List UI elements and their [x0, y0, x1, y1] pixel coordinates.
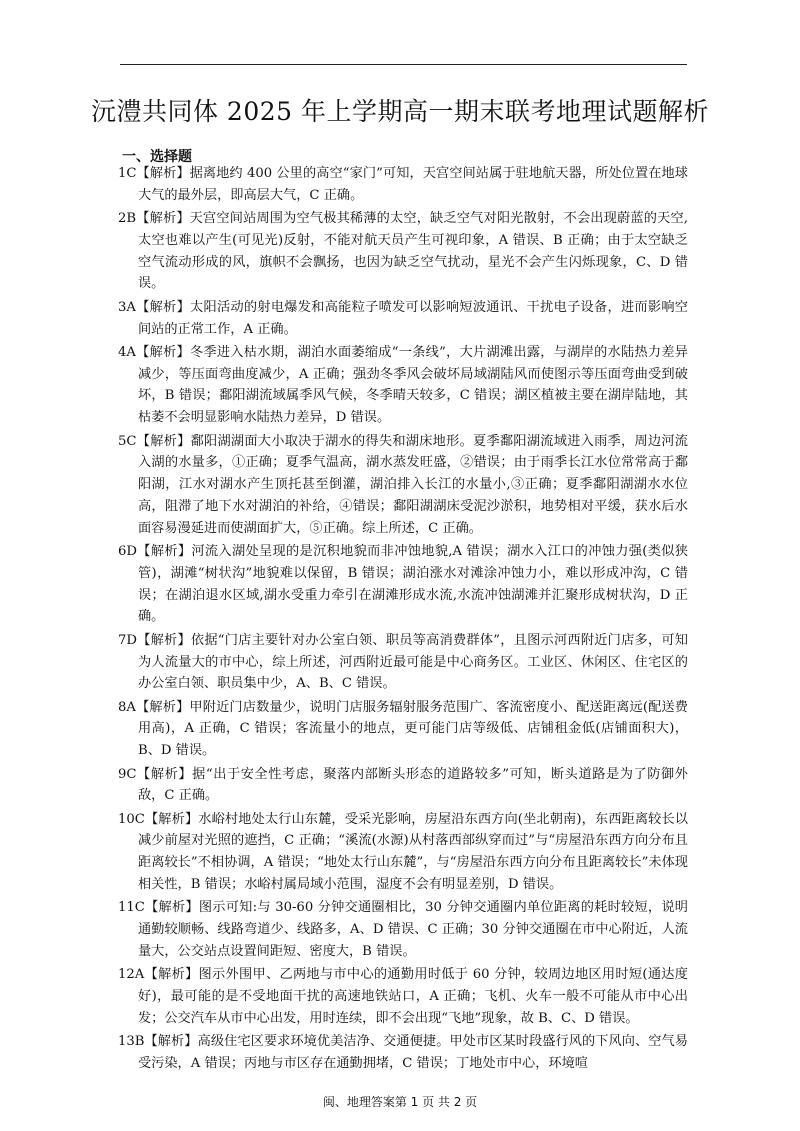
header-rule — [120, 64, 687, 65]
answer-item-10: 10C【解析】水峪村地处太行山东麓，受采光影响，房屋沿东西方向(坐北朝南)，东西距离较长以减少前屋对光照的遮挡，C 正确；“溪流(水源)从村落西部纵穿而过”与“房屋沿东西方向分布且距离较长”不相协调，A 错误；“地处太行山东麓”，与“房屋沿东西方向分布且距离较长”未体现相关性，B 错误；水峪村属局域小范围，湿度不会有明显差别，D 错误。 — [118, 811, 688, 892]
answer-item-8: 8A【解析】甲附近门店数量少，说明门店服务辐射服务范围广、客流密度小、配送距离远(配送费用高)，A 正确，C 错误；客流量小的地点，更可能门店等级低、店铺租金低(店铺面积大)，B、D 错误。 — [118, 699, 688, 759]
section-heading: 一、选择题 — [122, 149, 192, 165]
answer-item-2: 2B【解析】天宫空间站周围为空气极其稀薄的太空，缺乏空气对阳光散射，不会出现蔚蓝的天空,太空也难以产生(可见光)反射，不能对航天员产生可视印象，A 错误、B 正确；由于太空缺乏空气流动形成的风，旗帜不会飘扬，也因为缺乏空气扰动，星光不会产生闪烁现象，C、D 错误。 — [118, 211, 688, 292]
answer-item-6: 6D【解析】河流入湖处呈现的是沉积地貌而非冲蚀地貌,A 错误；湖水入江口的冲蚀力强(类似狭管)，湖滩“树状沟”地貌难以保留，B 错误；湖泊涨水对滩涂冲蚀力小，难以形成冲沟，C 错误；在湖泊退水区域,湖水受重力牵引在湖滩形成水流,水流冲蚀湖滩并汇聚形成树状沟，D 正确。 — [118, 544, 688, 625]
answer-list — [118, 163, 688, 1076]
answer-item-12: 12A【解析】图示外围甲、乙两地与市中心的通勤用时低于 60 分钟，较周边地区用时短(通达度好)，最可能的是不受地面干扰的高速地铁站口，A 正确；飞机、火车一般不可能从市中心出发；公交汽车从市中心出发，用时连续，即不会出现“飞地”现象，故 B、C、D 错误。 — [118, 967, 688, 1026]
answer-item-13: 13B【解析】高级住宅区要求环境优美洁净、交通便捷。甲处市区某时段盛行风的下风向、空气易受污染，A 错误；丙地与市区存在通勤拥堵，C 错误；丁地处市中心，环境喧 — [118, 1034, 688, 1071]
answer-item-7: 7D【解析】依据“门店主要针对办公室白领、职员等高消费群体”，且图示河西附近门店多，可知为人流量大的市中心，综上所述，河西附近最可能是中心商务区。工业区、休闲区、住宅区的办公室白领、职员集中少，A、B、C 错误。 — [118, 632, 688, 692]
page-footer: 闽、地理答案第 1 页 共 2 页 — [322, 1095, 478, 1109]
answer-item-11: 11C【解析】图示可知:与 30-60 分钟交通圈相比，30 分钟交通圈内单位距离的耗时较短，说明通勤较顺畅、线路弯道少、线路多，A、D 错误、C 正确；30 分钟交通圈在市中心附近，人流量大，公交站点设置间距短、密度大，B 错误。 — [118, 900, 688, 959]
answer-item-4: 4A【解析】冬季进入枯水期，湖泊水面萎缩成“一条线”，大片湖滩出露，与湖岸的水陆热力差异减少，等压面弯曲度减少，A 正确；强劲冬季风会破坏局域湖陆风而使图示等压面弯曲受到破坏，B 错误；鄱阳湖流域属季风气候，冬季晴天较多，C 错误；湖区植被主要在湖岸陆地，其枯萎不会明显影响水陆热力差异，D 错误。 — [118, 344, 688, 426]
answer-item-3: 3A【解析】太阳活动的射电爆发和高能粒子喷发可以影响短波通讯、干扰电子设备，进而影响空间站的正常工作，A 正确。 — [118, 299, 688, 337]
answer-item-5: 5C【解析】鄱阳湖湖面大小取决于湖水的得失和湖床地形。夏季鄱阳湖流域进入雨季，周边河流入湖的水量多，①正确；夏季气温高，湖水蒸发旺盛，②错误；由于雨季长江水位常常高于鄱阳湖，江水对湖水产生顶托甚至倒灌，湖泊排入长江的水量小,③正确；夏季鄱阳湖湖水水位高，阻滞了地下水对湖泊的补给，④错误；鄱阳湖湖床受泥沙淤积，地势相对平缓，获水后水面容易漫延进而使湖面扩大，⑤正确。综上所述，C 正确。 — [118, 433, 688, 536]
page-title: 沅澧共同体 2025 年上学期高一期末联考地理试题解析 — [90, 97, 710, 126]
answer-item-1: 1C【解析】据离地约 400 公里的高空“家门”可知，天宫空间站属于驻地航天器，所处位置在地球大气的最外层，即高层大气，C 正确。 — [118, 166, 688, 203]
answer-item-9: 9C【解析】据“出于安全性考虑，聚落内部断头形态的道路较多”可知，断头道路是为了防御外敌，C 正确。 — [118, 766, 688, 804]
